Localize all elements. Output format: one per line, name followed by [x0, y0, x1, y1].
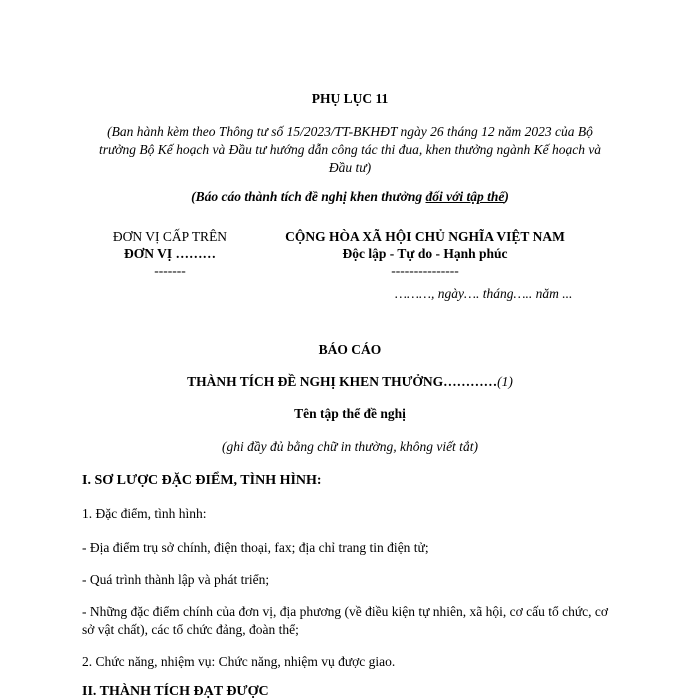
section1-item1: 1. Đặc điểm, tình hình:	[82, 506, 207, 521]
right-header-rule: ---------------	[391, 263, 459, 278]
national-motto: Độc lập - Tự do - Hạnh phúc	[342, 246, 508, 261]
report-subtitle-note: (1)	[497, 374, 513, 389]
national-title: CỘNG HÒA XÃ HỘI CHỦ NGHĨA VIỆT NAM	[285, 229, 565, 244]
section2-heading: II. THÀNH TÍCH ĐẠT ĐƯỢC	[82, 684, 269, 699]
right-header	[270, 228, 580, 279]
appendix-title: PHỤ LỤC 11	[311, 91, 389, 106]
report-subtitle: THÀNH TÍCH ĐỀ NGHỊ KHEN THƯỞNG…………	[187, 374, 498, 389]
left-header-rule: -------	[154, 263, 186, 278]
report-type-line	[0, 189, 700, 205]
section1-bullet1: - Địa điểm trụ sở chính, điện thoại, fax; địa chỉ trang tin điện tử;	[82, 540, 429, 555]
section1-bullet2: - Quá trình thành lập và phát triển;	[82, 572, 270, 587]
issued-note: (Ban hành kèm theo Thông tư số 15/2023/TT-BKHĐT ngày 26 tháng 12 năm 2023 của Bộ trưởng Bộ Kế hoạch và Đầu tư hướng dẫn công tác thi đua, khen thưởng ngành Kế hoạch và Đầu tư)	[98, 124, 602, 175]
section1-heading: I. SƠ LƯỢC ĐẶC ĐIỂM, TÌNH HÌNH:	[82, 473, 322, 488]
section1-bullet3-line1: - Những đặc điểm chính của đơn vị, địa phương (về điều kiện tự nhiên, xã hội, cơ cấu tổ chức, cơ	[82, 604, 609, 619]
report-type-suffix: )	[504, 189, 509, 204]
report-title: BÁO CÁO	[318, 342, 382, 357]
collective-name: Tên tập thể đề nghị	[294, 406, 406, 421]
report-subtitle-line	[0, 374, 700, 390]
report-type-prefix: (Báo cáo thành tích đề nghị khen thưởng	[191, 189, 426, 204]
section1-bullet3-line2: sở vật chất), các tổ chức đảng, đoàn thể;	[82, 622, 299, 637]
left-header	[95, 228, 245, 279]
report-type-underlined: đối với tập thể	[425, 189, 505, 204]
section1-item2: 2. Chức năng, nhiệm vụ: Chức năng, nhiệm vụ được giao.	[82, 654, 396, 669]
parent-unit-label: ĐƠN VỊ CẤP TRÊN	[112, 229, 228, 244]
collective-hint: (ghi đầy đủ bằng chữ in thường, không viết tắt)	[222, 439, 478, 454]
date-line: ………, ngày…. tháng….. năm ...	[395, 286, 573, 301]
unit-label: ĐƠN VỊ ………	[123, 246, 216, 261]
